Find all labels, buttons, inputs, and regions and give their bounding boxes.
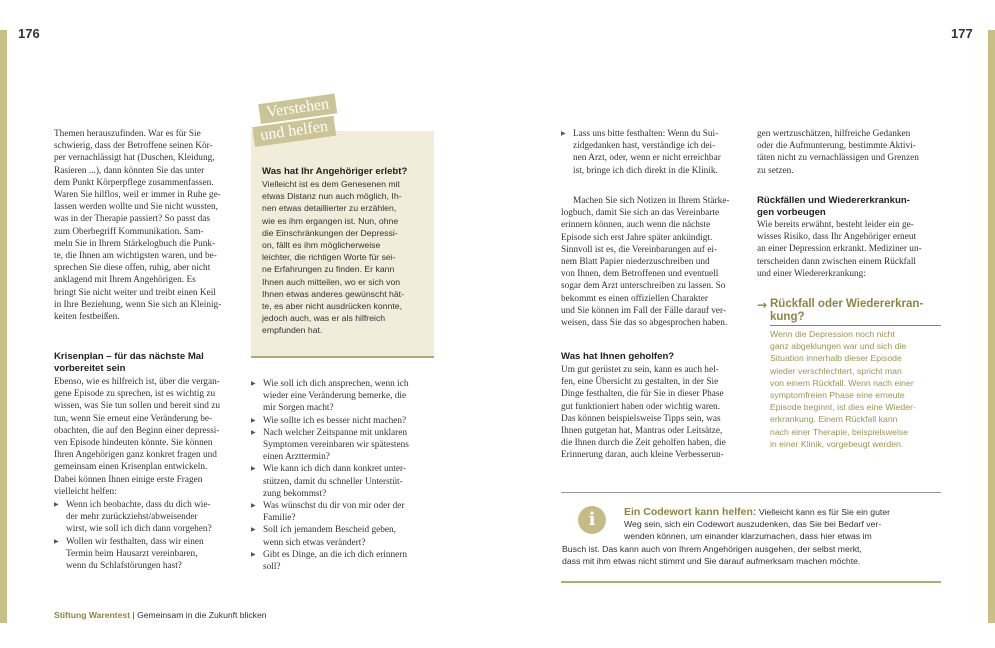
text-line: ganz abgeklungen war und sich die [770, 341, 907, 352]
text-line: nen Arzt, oder, wenn er nicht erreichbar [573, 153, 721, 164]
suicide-plan-bullet [561, 128, 747, 177]
text-line: in einer Klinik, vorgebeugt werden. [770, 438, 904, 449]
text-line: zidgedanken hast, verständige ich dei- [573, 141, 716, 152]
list-item [54, 499, 238, 536]
text-line: ▶ Nach welcher Zeitspanne mit unklaren [263, 427, 408, 438]
heading-line: Rückfällen und Wiedererkrankun- [757, 195, 910, 206]
text-line: ▶ Wie soll ich dich ansprechen, wenn ich [263, 379, 409, 389]
text-line: terscheiden dann zwischen einem Rückfall [757, 256, 917, 267]
text-line: Symptomen vereinbaren wir spätestens [263, 440, 409, 451]
footer [54, 610, 267, 620]
text-line: wissen, was Sie tun sollen und bereit sind zu [54, 401, 221, 412]
text-line: lassen werden wollte und Sie nicht wussten, [54, 202, 218, 213]
list-item [251, 524, 434, 548]
text-line: einen Arzttermin? [263, 452, 330, 463]
text-line: Busch ist. Das kann auch von Ihrem Angehörigen ausgehen, der selbst merkt, [562, 543, 862, 554]
text-line: empfunden hat. [262, 325, 323, 336]
text-line: zu setzen. [757, 165, 794, 176]
infobox-top-rule [561, 492, 941, 493]
text-line: sprechen Sie diese offen, ruhig, aber nicht [54, 263, 211, 274]
box-bottom-rule [251, 356, 434, 358]
codeword-title: Ein Codewort kann helfen: [624, 506, 757, 518]
text-line: keiten festbeißen. [54, 312, 120, 323]
text-line: was in der Therapie passiert? So passt das [54, 214, 211, 225]
text-line: wie es ihm ergangen ist. Nun, ohne [262, 215, 399, 226]
text-line: Episode sich erst Jahre später ankündigt. [561, 232, 713, 243]
text-line: erkrankung. Einem Rückfall kann [770, 414, 898, 425]
what-helped-paragraph [561, 364, 747, 462]
text-line: ▶ Gibt es Dinge, an die ich dich erinnern [263, 549, 408, 560]
left-edge-bar [0, 30, 7, 623]
text-line: ne Erfahrungen zu finden. Er kann [262, 264, 395, 275]
text-line: wenn du Schlafstörungen hast? [66, 561, 182, 572]
box-tag-verstehen: Verstehen [258, 93, 337, 124]
right-edge-bar [988, 30, 995, 623]
text-line: logbuch, damit Sie sich an das Vereinbarte [561, 208, 720, 219]
codeword-text [562, 506, 940, 567]
text-line: Episode beginnt, ist dies eine Wieder- [770, 402, 916, 413]
text-line: zung bekommst? [263, 488, 327, 499]
page-number-right: 177 [951, 26, 973, 41]
text-line: Sinnvoll ist es, die Vereinbarungen auf ei- [561, 244, 718, 255]
text-line: te, es aber nicht ausdrücken konnte, [262, 301, 403, 312]
list-item [251, 378, 434, 415]
text-line: der mehr zurückziehst/abweisender [66, 512, 198, 523]
relapse-definition [770, 328, 945, 450]
text-line: in Ihre Beziehung, wenn Sie sich an Kleinig- [54, 299, 222, 310]
relapse-heading [757, 195, 947, 218]
list-item [561, 128, 747, 177]
text-line: Themen herauszufinden. War es für Sie [54, 129, 201, 139]
text-line: von einem Rückfall. Wenn nach einer [770, 377, 914, 388]
info-icon-glyph: i [588, 509, 596, 530]
text-line: nem Blatt Papier niederzuschreiben und [561, 257, 710, 268]
text-line: ▶ Wenn ich beobachte, dass du dich wie- [66, 500, 211, 510]
text-line: jedoch auch, was er als hilfreich [262, 313, 386, 324]
crisis-plan-paragraph [54, 376, 238, 498]
text-line: wenn sich etwas verändert? [263, 537, 366, 548]
text-line: vielleicht helfen: [54, 486, 117, 497]
text-line: Vielleicht ist es dem Genesenen mit [262, 179, 400, 189]
text-line: ▶ Lass uns bitte festhalten: Wenn du Sui- [573, 129, 719, 139]
text-line: gen wertzuschätzen, hilfreiche Gedanken [757, 129, 911, 139]
text-line: per vernachlässigt hat (Duschen, Kleidung, [54, 153, 215, 164]
text-line: die Einschränkungen der Depressi- [262, 227, 398, 238]
text-line: meln Sie in Ihrem Stärkelogbuch die Punk- [54, 238, 216, 249]
text-line: nen etwas detaillierter zu erzählen, [262, 203, 397, 214]
text-line: an einer Depression erkrankt. Mediziner un- [757, 244, 922, 255]
text-line: fen, eine Übersicht zu gestalten, in der Sie [561, 377, 719, 388]
footer-brand: Stiftung Warentest [54, 610, 131, 620]
text-line: ven Episode hindeuten könnte. Sie können [54, 438, 213, 449]
continued-paragraph [757, 128, 942, 177]
text-line: te, die Ihnen am wichtigsten waren, und be- [54, 251, 217, 262]
text-line: soll? [263, 562, 281, 573]
list-item [54, 536, 238, 573]
left-bullet-list [54, 499, 238, 572]
list-item [251, 549, 434, 573]
text-line: Dinge festhalten, die für Sie in dieser Phase [561, 389, 724, 400]
text-line: etwas Distanz nun auch möglich, Ih- [262, 191, 402, 202]
question-bullet-list [251, 378, 434, 573]
text-line: Ihnen gutgetan hat, Mantras oder Leitsätze, [561, 426, 723, 437]
text-line: obachten, die auf den Beginn einer depressi- [54, 425, 220, 436]
text-line: bringt Sie nicht weiter und treibt einen Keil [54, 287, 216, 298]
page-number-left: 176 [18, 26, 40, 41]
box-body [262, 178, 432, 337]
text-line: gene Episode zu sprechen, ist es wichtig zu [54, 389, 216, 400]
text-line: Erinnerung daran, auch kleine Verbesserun- [561, 450, 724, 461]
sub-heading-rule [770, 325, 941, 326]
text-line: Ihnen etwas anderes gewünscht hät- [262, 288, 404, 299]
relapse-or-recurrence-heading [770, 298, 945, 324]
text-line: ist, bringe ich dich direkt in die Klinik. [573, 165, 718, 176]
text-line: tun, wenn Sie erneut eine Veränderung be- [54, 413, 213, 424]
text-line: bekommt es einen offiziellen Charakter [561, 293, 708, 304]
text-line: Ebenso, wie es hilfreich ist, über die vergan- [54, 377, 220, 387]
text-line: mir Sorgen macht? [263, 403, 334, 414]
text-line: schwierig, dass der Betroffene seinen Kör- [54, 141, 213, 152]
text-line: sogar dem Arzt unterschreiben zu lassen. So [561, 281, 726, 292]
text-line: Rasieren ...), dann könnten Sie das unter [54, 165, 205, 176]
box-tag-und-helfen: und helfen [252, 116, 336, 147]
footer-title: Gemeinsam in die Zukunft blicken [137, 610, 267, 620]
text-line: gemeinsam einen Krisenplan entwickeln. [54, 462, 208, 473]
text-line: ▶ Wie kann ich dich dann konkret unter- [263, 464, 406, 475]
text-line: wirst, wie soll ich dich dann vorgehen? [66, 524, 212, 535]
text-line: stützen, damit du schneller Unterstüt- [263, 476, 403, 487]
what-helped-heading: Was hat Ihnen geholfen? [561, 351, 675, 362]
text-line: wieder eine Veränderung bemerke, die [263, 391, 407, 402]
heading-line: Krisenplan – für das nächste Mal [54, 351, 204, 362]
text-line: ▶ Wie sollte ich es besser nicht machen? [263, 415, 407, 426]
heading-line: Rückfall oder Wiedererkran- [770, 298, 924, 310]
text-line: Wie bereits erwähnt, besteht leider ein ge- [757, 220, 914, 230]
text-line: Termin beim Hausarzt vereinbaren, [66, 548, 198, 559]
text-run: Vielleicht kann es für Sie ein guter [756, 507, 891, 517]
heading-line: kung? [770, 311, 805, 323]
arrow-icon: → [757, 298, 768, 312]
box-heading: Was hat Ihr Angehöriger erlebt? [262, 166, 408, 177]
list-item [251, 415, 434, 427]
text-line [578, 506, 940, 518]
list-item [251, 463, 434, 500]
text-line: Um gut gerüstet zu sein, kann es auch hel- [561, 365, 719, 375]
heading-line: vorbereitet sein [54, 362, 126, 374]
crisis-plan-heading [54, 351, 244, 374]
infobox-bottom-rule [561, 581, 941, 583]
text-line: Wenn die Depression noch nicht [770, 329, 895, 339]
text-line: Machen Sie sich Notizen in Ihrem Stärke- [573, 196, 730, 206]
relapse-paragraph [757, 219, 942, 280]
list-item [251, 500, 434, 524]
text-line: Das können beispielsweise Tipps sein, was [561, 413, 721, 424]
footer-separator: | [132, 610, 135, 620]
heading-line: gen vorbeugen [757, 206, 826, 218]
text-line: Dabei können Ihnen einige erste Fragen [54, 474, 203, 485]
text-line: und Sie können im Fall der Fälle darauf ver- [561, 305, 727, 316]
text-line: erinnern können, auch wenn die nächste [561, 220, 711, 231]
text-line: gut funktioniert haben oder wichtig waren. [561, 401, 721, 412]
text-line: zum Oberbegriff Kommunikation. Sam- [54, 226, 204, 237]
left-intro-paragraph [54, 128, 238, 323]
text-line: dem Punkt Körperpflege zusammenfassen. [54, 177, 214, 188]
text-line: Weg sein, sich ein Codewort auszudenken, das Sie bei Bedarf ver- [624, 519, 882, 530]
text-line: wenden können, um einander klarzumachen, dass hier etwas im [624, 531, 872, 542]
list-item [251, 427, 434, 464]
text-line: die Ihnen durch die Zeit geholfen haben, die [561, 438, 726, 449]
text-line: leichter, die richtigen Worte für sei- [262, 252, 396, 263]
text-line: anklagend mit Ihrem Angehörigen. Es [54, 275, 196, 286]
text-line: Ihnen auch mitteilen, wo er sich von [262, 276, 401, 287]
text-line: ▶ Was wünschst du dir von mir oder der [263, 501, 405, 512]
text-line: Waren Sie hilflos, weil er immer in Ruhe ge- [54, 190, 221, 201]
text-line: on, fällt es ihm möglicherweise [262, 240, 381, 251]
text-line: Ihren Angehörigen ganz konkret fragen und [54, 450, 217, 461]
text-line: nach einer Therapie, beispielsweise [770, 426, 908, 437]
text-line: wieder verschlechtert, spricht man [770, 365, 902, 376]
text-line: täten nicht zu vernachlässigen und Grenzen [757, 153, 919, 164]
text-line: wisses Risiko, dass Ihr Angehöriger erneut [757, 232, 917, 243]
text-line: dass mit ihm etwas nicht stimmt und Sie darauf aufmerksam machen möchte. [562, 555, 861, 566]
text-line: von Ihnen, dem Betroffenen und eventuell [561, 269, 719, 280]
text-line: oder die Aufmunterung, bestimmte Aktivi- [757, 141, 916, 152]
text-line: ▶ Wollen wir festhalten, dass wir einen [66, 536, 204, 547]
text-line: Familie? [263, 513, 296, 524]
text-line: und einer Wiedererkrankung: [757, 268, 866, 279]
text-line: Situation innerhalb dieser Episode [770, 353, 902, 364]
text-line: weisen, dass Sie das so abgesprochen haben. [561, 318, 728, 329]
text-line: symptomfreien Phase eine erneute [770, 390, 905, 401]
text-line: ▶ Soll ich jemandem Bescheid geben, [263, 525, 396, 536]
notes-paragraph [561, 195, 747, 329]
